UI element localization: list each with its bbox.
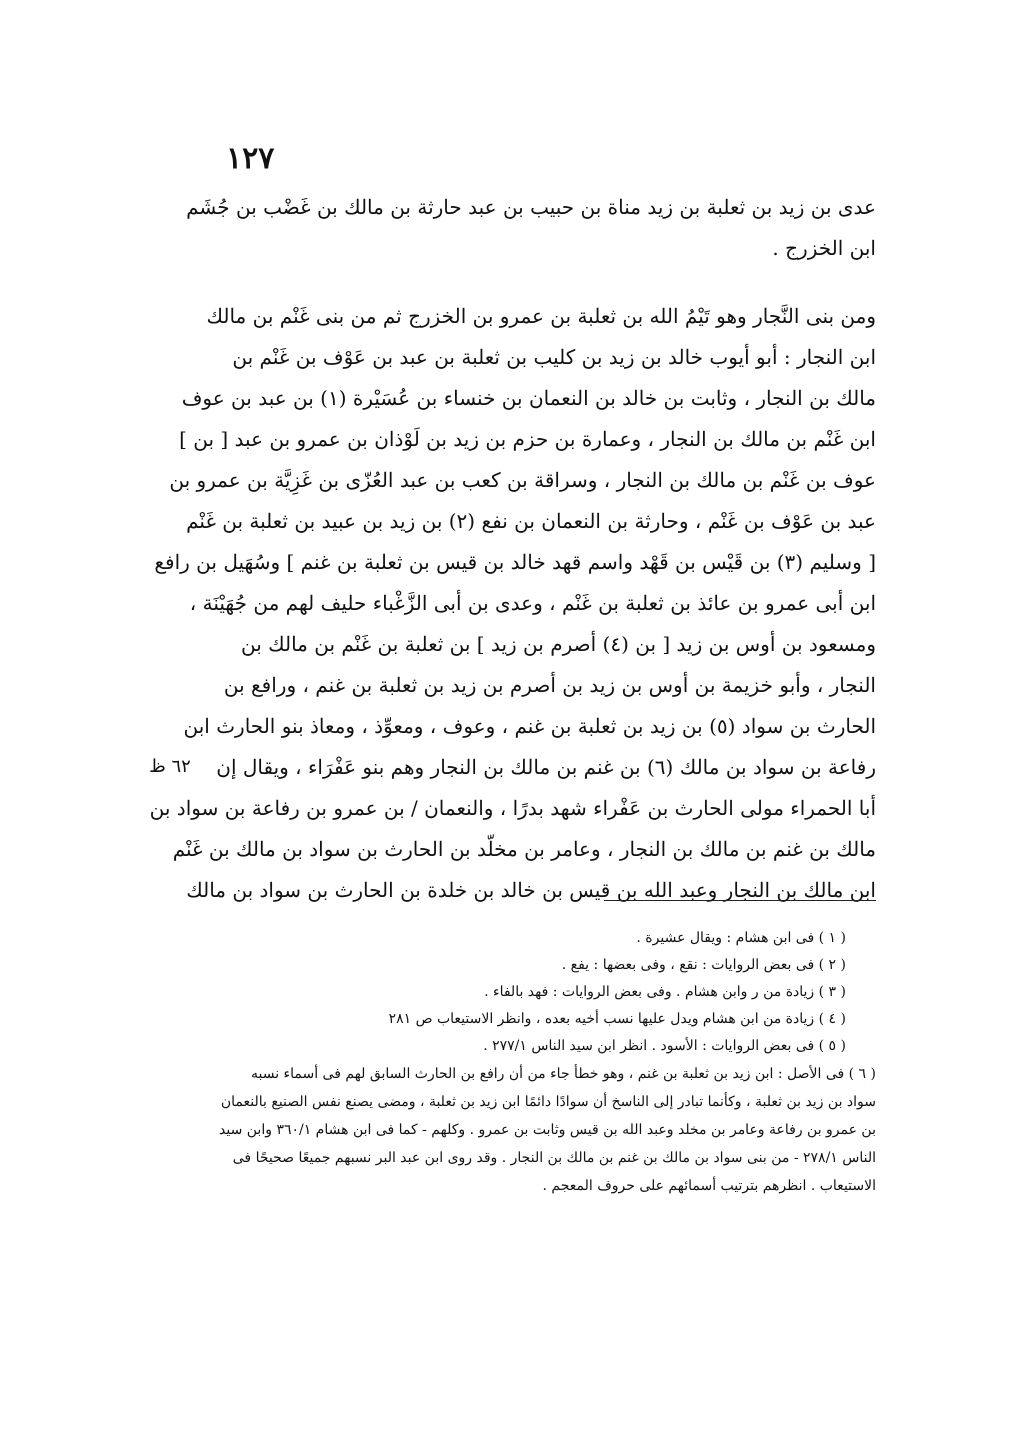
paragraph-gap [226, 269, 876, 296]
footnote-6-line: بن عمرو بن رفاعة وعامر بن مخلد وعبد الله بن قيس وثابت بن عمرو . وكلهم - كما فى ابن هشام ٣٦٠/١ وابن سيد [219, 1122, 876, 1138]
footnote-6-line: الاستيعاب . انظرهم بترتيب أسمائهم على حروف المعجم . [542, 1178, 876, 1194]
footnote-2: ( ٢ ) فى بعض الروايات : نقع ، وفى بعضها : يفع . [561, 957, 846, 973]
text-line: [ وسليم (٣) بن قَيْس بن قَهْد واسم قهد خالد بن قيس بن ثعلبة بن غنم ] وسُهَيل بن رافع [154, 550, 876, 574]
footnote-6-line: الناس ٢٧٨/١ - من بنى سواد بن مالك بن غنم بن مالك بن النجار . وقد روى ابن عبد البر نسبهم جميعًا صحيحًا فى [232, 1150, 876, 1166]
text-line: النجار ، وأبو خزيمة بن أوس بن زيد بن أصرم بن زيد بن ثعلبة بن غنم ، ورافع بن [223, 673, 876, 697]
text-line: مالك بن غنم بن مالك بن النجار ، وعامر بن مخلّد بن الحارث بن سواد بن مالك بن غَنْم [172, 837, 876, 861]
footnotes [219, 925, 876, 1200]
text-line: ابن النجار : أبو أيوب خالد بن زيد بن كليب بن ثعلبة بن عبد بن عَوْف بن غَنْم بن [232, 345, 876, 369]
text-line: ومن بنى النَّجار وهو تَيْمُ الله بن ثعلبة بن عمرو بن الخزرج ثم من بنى غَنْم بن مالك [206, 304, 876, 328]
footnote-6-line: سواد بن زيد بن ثعلبة ، وكأنما تبادر إلى الناسخ أن سوادًا دائمًا ابن زيد بن ثعلبة ، ومضى يصنع نفس الصنيع بالنعمان [220, 1094, 876, 1110]
page-number: ١٢٧ [226, 141, 275, 176]
text-line: عوف بن غَنْم بن مالك بن النجار ، وسراقة بن كعب بن عبد العُزّى بن غَزِيَّة بن عمرو بن [169, 468, 876, 492]
text-line: ابن الخزرج . [772, 236, 876, 260]
footnote-divider [604, 900, 876, 901]
text-line: عدى بن زيد بن ثعلبة بن زيد مناة بن حبيب بن عبد حارثة بن مالك بن غَضْب بن جُشَم [186, 195, 876, 219]
text-line: ابن مالك بن النجار وعبد الله بن قيس بن خالد بن خلدة بن الحارث بن سواد بن مالك [186, 878, 876, 902]
text-line: مالك بن النجار ، وثابت بن خالد بن النعمان بن خنساء بن عُسَيْرة (١) بن عبد بن عوف [181, 386, 876, 410]
footnote-4: ( ٤ ) زيادة من ابن هشام ويدل عليها نسب أخيه بعده ، وانظر الاستيعاب ص ٢٨١ [388, 1011, 846, 1027]
text-line: ابن غَنْم بن مالك بن النجار ، وعمارة بن حزم بن زيد بن لَوْذان بن عمرو بن عبد [ بن ] [179, 427, 876, 451]
footnote-5: ( ٥ ) فى بعض الروايات : الأسود . انظر ابن سيد الناس ٢٧٧/١ . [483, 1038, 846, 1054]
footnote-1: ( ١ ) فى ابن هشام : ويقال عشيرة . [636, 930, 846, 946]
margin-folio-note: ٦٢ ظ [149, 756, 191, 777]
footnote-6-line: ( ٦ ) فى الأصل : ابن زيد بن ثعلبة بن غنم ، وهو خطأ جاء من أن رافع بن الحارث السابق لهم فى أسماء نسبه [250, 1066, 876, 1082]
text-line: ابن أبى عمرو بن عائذ بن ثعلبة بن غَنْم ، وعدى بن أبى الزَّغْباء حليف لهم من جُهَيْنَة ، [189, 591, 876, 615]
text-line: رفاعة بن سواد بن مالك (٦) بن غنم بن مالك بن النجار وهم بنو عَفْرَاء ، ويقال إن [216, 755, 876, 779]
text-line: الحارث بن سواد (٥) بن زيد بن ثعلبة بن غنم ، وعوف ، ومعوِّذ ، ومعاذ بنو الحارث ابن [183, 714, 876, 738]
footnote-3: ( ٣ ) زيادة من ر وابن هشام . وفى بعض الروايات : فهد بالفاء . [484, 984, 846, 1000]
text-line: ومسعود بن أوس بن زيد [ بن (٤) أصرم بن زيد ] بن ثعلبة بن غَنْم بن مالك بن [240, 632, 876, 656]
text-line: أبا الحمراء مولى الحارث بن عَفْراء شهد بدرًا ، والنعمان / بن عمرو بن رفاعة بن سواد بن [149, 796, 876, 820]
text-line: عبد بن عَوْف بن غَنْم ، وحارثة بن النعمان بن نفع (٢) بن زيد بن عبيد بن ثعلبة بن غَنْم [186, 509, 876, 533]
